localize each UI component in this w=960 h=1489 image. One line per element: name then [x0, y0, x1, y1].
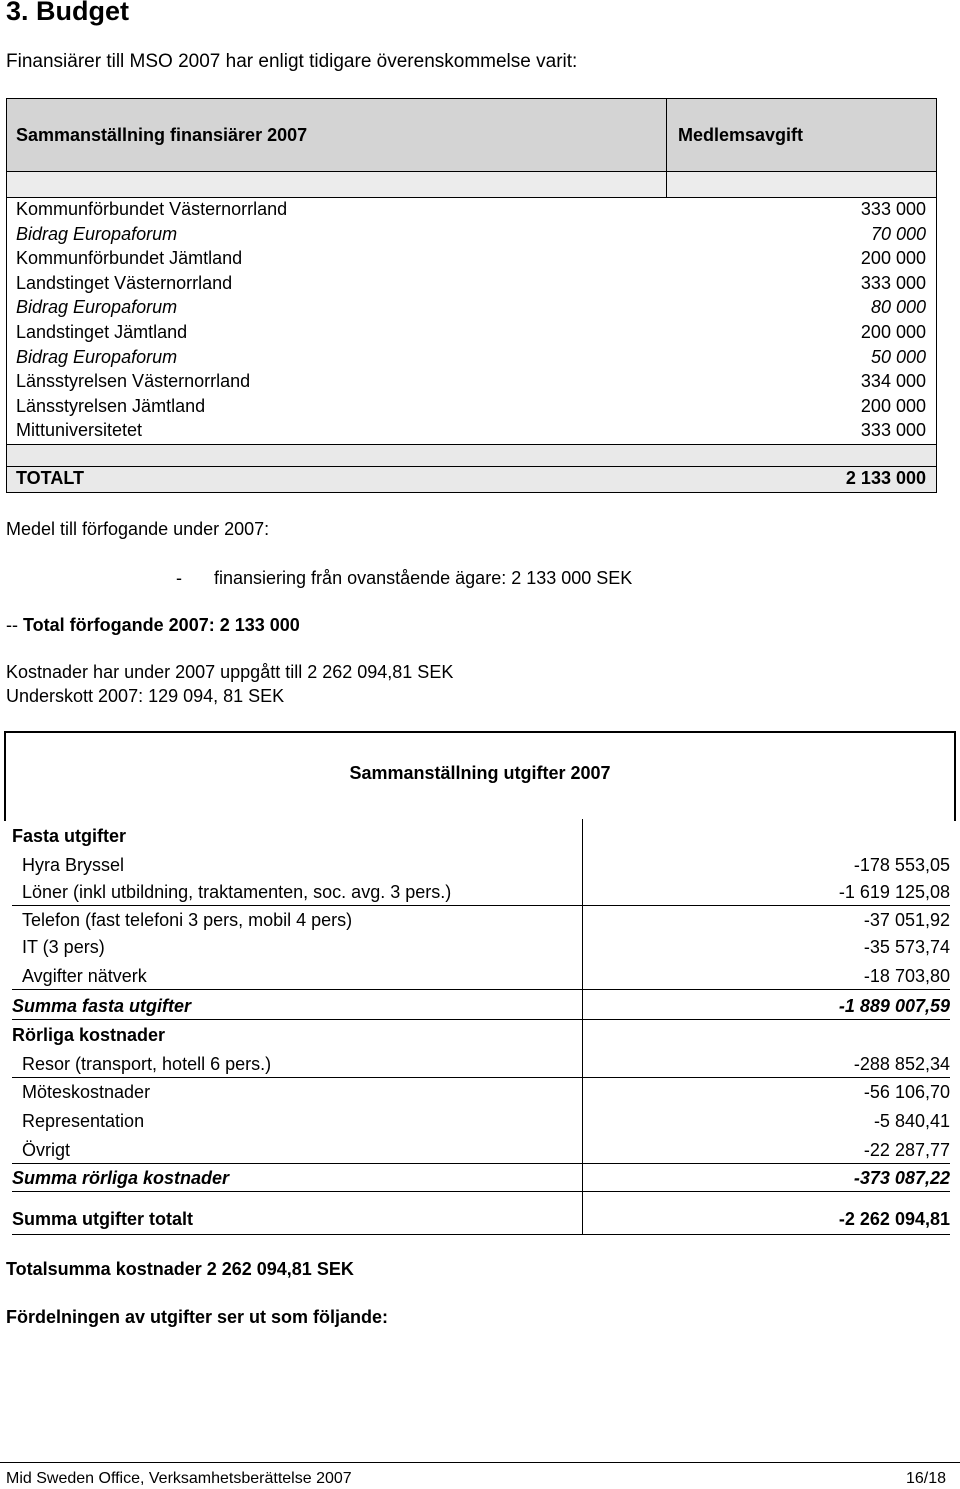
- expense-row: Representation -5 840,41: [22, 1111, 950, 1131]
- expense-table-title: Sammanställning utgifter 2007: [349, 763, 611, 783]
- fixed-costs-section: Fasta utgifter: [12, 826, 127, 846]
- footer-divider: [0, 1462, 960, 1463]
- fixed-sum-row: Summa fasta utgifter -1 889 007,59: [12, 996, 950, 1016]
- variable-sum-row: Summa rörliga kostnader -373 087,22: [12, 1168, 950, 1188]
- variable-costs-section: Rörliga kostnader: [12, 1025, 166, 1045]
- financing-row: Landstinget Jämtland 200 000: [16, 321, 926, 342]
- financing-total-row: [16, 468, 926, 489]
- financing-row: Länsstyrelsen Västernorrland 334 000: [16, 371, 926, 392]
- financing-row: Kommunförbundet Västernorrland 333 000: [16, 199, 926, 219]
- expense-row: Möteskostnader -56 106,70: [22, 1082, 950, 1102]
- page-heading: 3. Budget: [6, 0, 130, 26]
- financing-row: Bidrag Europaforum 70 000: [16, 223, 926, 244]
- total-available-prefix: --: [6, 615, 18, 635]
- deficit-line: Underskott 2007: 129 094, 81 SEK: [6, 686, 285, 706]
- expense-row: Övrigt -22 287,77: [22, 1140, 950, 1160]
- financing-row: Mittuniversitetet 333 000: [16, 420, 926, 441]
- total-available: Total förfogande 2007: 2 133 000: [23, 615, 300, 635]
- financing-row: Bidrag Europaforum 80 000: [16, 297, 926, 318]
- expense-row: Telefon (fast telefoni 3 pers, mobil 4 pers) -37 051,92: [22, 910, 950, 930]
- total-value: 2 133 000: [845, 468, 926, 488]
- expense-row: Löner (inkl utbildning, traktamenten, soc. avg. 3 pers.) -1 619 125,08: [22, 882, 950, 902]
- page-number: 16/18: [905, 1470, 946, 1487]
- membership-fee-header: Medlemsavgift: [678, 125, 804, 145]
- grand-total-row: Summa utgifter totalt -2 262 094,81: [12, 1209, 950, 1229]
- financing-table: [6, 98, 937, 493]
- financing-row: Landstinget Västernorrland 333 000: [16, 272, 926, 293]
- total-sum-line: Totalsumma kostnader 2 262 094,81 SEK: [6, 1259, 354, 1279]
- financing-row: Kommunförbundet Jämtland 200 000: [16, 248, 926, 269]
- financing-row: Länsstyrelsen Jämtland 200 000: [16, 395, 926, 416]
- total-label: TOTALT: [16, 468, 84, 488]
- expense-row: Resor (transport, hotell 6 pers.) -288 852,34: [22, 1054, 950, 1074]
- financing-table-title: Sammanställning finansiärer 2007: [16, 125, 308, 145]
- page-footer: [6, 1470, 946, 1488]
- available-heading: Medel till förfogande under 2007:: [6, 519, 270, 539]
- expense-table: [4, 731, 956, 1236]
- intro-text: Finansiärer till MSO 2007 har enligt tidigare överenskommelse varit:: [6, 51, 578, 72]
- expense-row: Hyra Bryssel -178 553,05: [22, 855, 950, 875]
- financing-row: Bidrag Europaforum 50 000: [16, 346, 926, 367]
- expense-row: IT (3 pers) -35 573,74: [22, 937, 950, 957]
- bullet-dash: -: [176, 568, 182, 588]
- bullet-financing: finansiering från ovanstående ägare: 2 133 000 SEK: [214, 568, 633, 588]
- financing-rows: [16, 197, 926, 443]
- costs-line: Kostnader har under 2007 uppgått till 2 262 094,81 SEK: [6, 662, 454, 682]
- distribution-line: Fördelningen av utgifter ser ut som följande:: [6, 1307, 389, 1327]
- total-available-line: [6, 615, 300, 636]
- financing-subheader-band: [6, 171, 937, 197]
- footer-left: Mid Sweden Office, Verksamhetsberättelse 2007: [6, 1470, 352, 1487]
- expense-row: Avgifter nätverk -18 703,80: [22, 966, 950, 986]
